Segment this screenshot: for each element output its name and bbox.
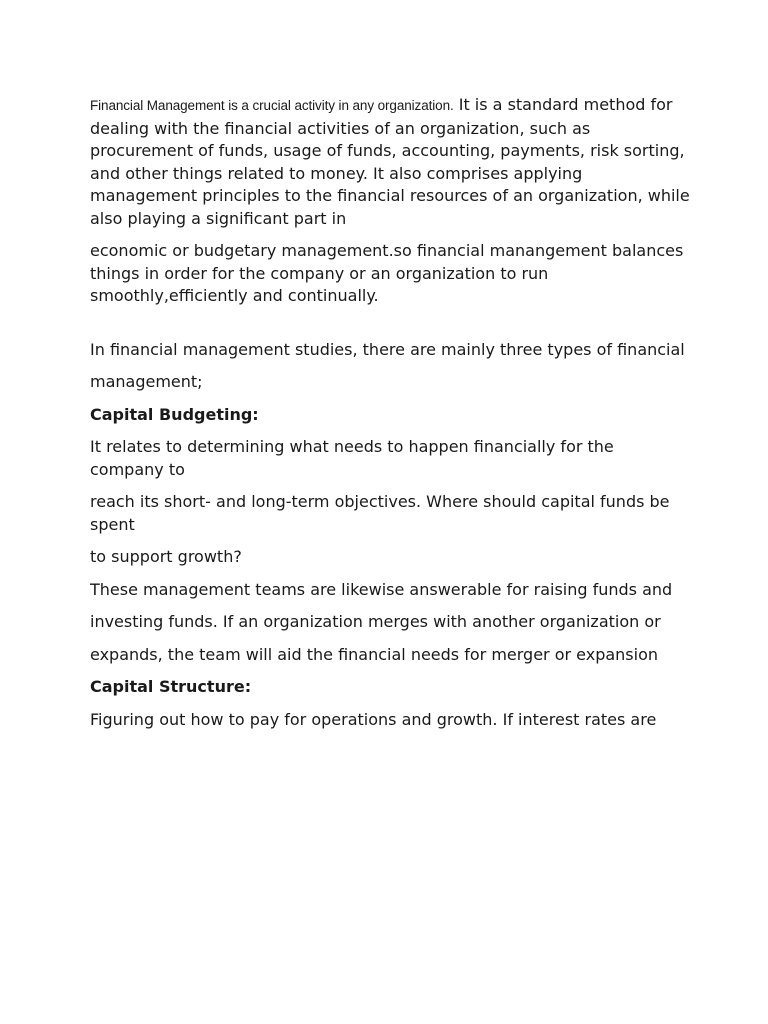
capital-structure-line-1: Figuring out how to pay for operations and growth. If interest rates are bbox=[90, 709, 657, 729]
capital-budgeting-line-3: to support growth? bbox=[90, 547, 242, 566]
intro-lead-sentence: Financial Management is a crucial activity in any organization. bbox=[90, 98, 454, 113]
intro-body-text: It is a standard method for dealing with the financial activities of an organization, such as procurement of funds, usage of funds, accounting, payments, risk sorting, and other things related to money. It also comprises applying management principles to the financial resources of an organization, while also playing a significant part in bbox=[90, 95, 690, 228]
capital-budgeting-line-5: investing funds. If an organization merges with another organization or bbox=[90, 612, 661, 631]
budgetary-paragraph: economic or budgetary management.so financial manangement balances things in order for the company or an organization to run smoothly,efficiently and continually. bbox=[90, 241, 684, 305]
capital-budgeting-line-1: It relates to determining what needs to happen financially for the company to bbox=[90, 437, 614, 479]
capital-structure-heading: Capital Structure: bbox=[90, 677, 252, 696]
capital-budgeting-heading: Capital Budgeting: bbox=[90, 404, 259, 424]
capital-budgeting-line-2: reach its short- and long-term objectives. Where should capital funds be spent bbox=[90, 492, 670, 534]
types-intro-line-2: management; bbox=[90, 372, 203, 391]
types-intro-line-1: In financial management studies, there are mainly three types of financial bbox=[90, 339, 685, 359]
capital-budgeting-line-4: These management teams are likewise answerable for raising funds and bbox=[90, 579, 673, 599]
capital-budgeting-line-6: expands, the team will aid the financial needs for merger or expansion bbox=[90, 644, 658, 664]
intro-paragraph bbox=[90, 94, 690, 230]
document-page bbox=[90, 94, 690, 741]
